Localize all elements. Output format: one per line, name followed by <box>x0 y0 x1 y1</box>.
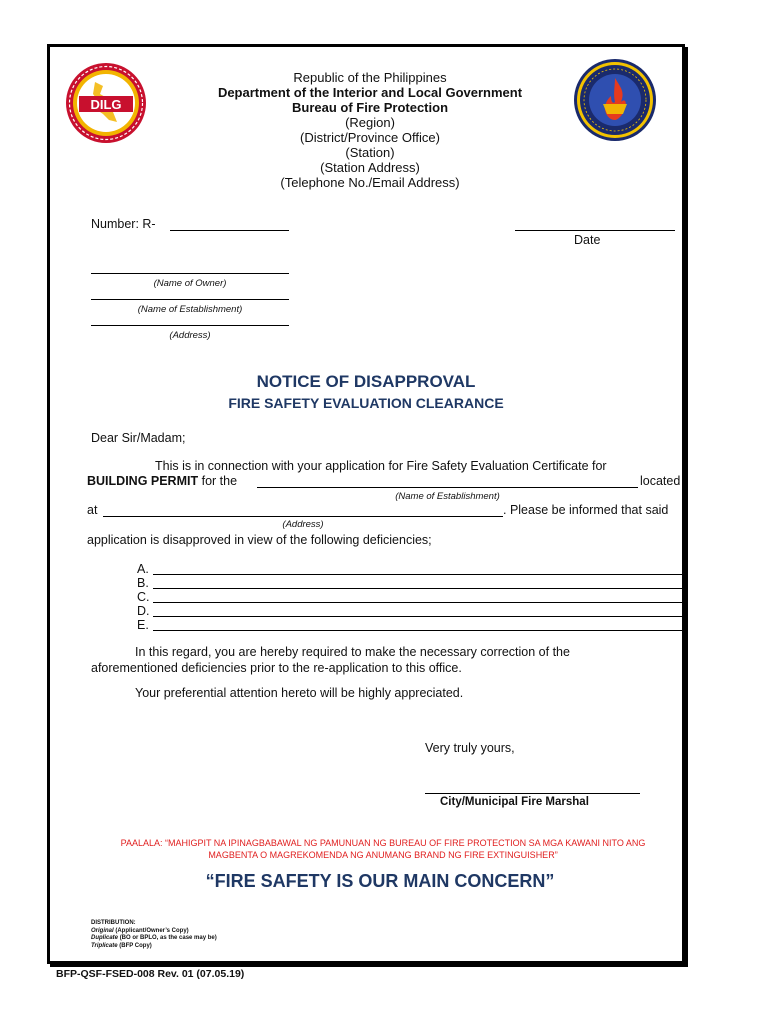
signature-line <box>425 793 640 794</box>
paragraph-1-line-4: application is disapproved in view of the following deficiencies; <box>87 533 432 547</box>
deficiency-b-line <box>153 588 684 589</box>
distribution-title: DISTRIBUTION: <box>91 920 136 926</box>
at-text: at <box>87 503 98 517</box>
header-block <box>160 70 580 190</box>
establishment-caption: (Name of Establishment) <box>137 304 243 315</box>
distribution-duplicate: Duplicate (BO or BPLO, as the case may be) <box>91 935 217 941</box>
paragraph-1-line-2 <box>87 474 237 488</box>
for-the-text: for the <box>201 474 238 488</box>
number-label: Number: R- <box>91 217 156 231</box>
paragraph-2-line-2: aforementioned deficiencies prior to the re-application to this office. <box>91 661 462 675</box>
border-shadow-right <box>685 47 688 967</box>
deficiency-d-label: D. <box>137 604 150 618</box>
closing: Very truly yours, <box>425 741 515 755</box>
please-informed-text: . Please be informed that said <box>503 503 669 517</box>
address-line <box>91 325 289 326</box>
deficiency-e-label: E. <box>137 618 149 632</box>
date-line <box>515 230 675 231</box>
distribution-block <box>91 920 217 950</box>
station-address-field: (Station Address) <box>320 160 420 175</box>
deficiency-e-line <box>153 630 684 631</box>
bureau-name: Bureau of Fire Protection <box>291 100 449 115</box>
deficiency-c-label: C. <box>137 590 150 604</box>
distribution-triplicate: Triplicate (BFP Copy) <box>91 942 152 949</box>
establishment-address-line <box>103 516 503 517</box>
deficiency-c-line <box>153 602 684 603</box>
form-code: BFP-QSF-FSED-008 Rev. 01 (07.05.19) <box>56 968 245 980</box>
deficiency-a-line <box>153 574 684 575</box>
border-shadow-bottom <box>50 964 688 967</box>
svg-text:DILG: DILG <box>90 97 122 112</box>
address-caption: (Address) <box>169 330 211 341</box>
salutation: Dear Sir/Madam; <box>91 431 186 445</box>
reminder-line-2: MAGBENTA O MAGREKOMENDA NG ANUMANG BRAND NG FIRE EXTINGUISHER” <box>208 850 558 860</box>
establishment-address-caption: (Address) <box>282 519 324 530</box>
district-field: (District/Province Office) <box>300 130 440 145</box>
number-line <box>170 230 289 231</box>
owner-line <box>91 273 289 274</box>
building-permit-text: BUILDING PERMIT <box>87 474 199 488</box>
reminder-block <box>50 837 716 861</box>
contact-field: (Telephone No./Email Address) <box>280 175 460 190</box>
motto: “FIRE SAFETY IS OUR MAIN CONCERN” <box>205 871 555 891</box>
deficiency-a-label: A. <box>137 562 149 576</box>
station-field: (Station) <box>345 145 395 160</box>
date-label: Date <box>574 233 601 247</box>
paragraph-3: Your preferential attention hereto will be highly appreciated. <box>135 686 464 700</box>
notice-title: NOTICE OF DISAPPROVAL <box>256 372 476 391</box>
dilg-logo <box>65 62 147 144</box>
distribution-original: Original (Applicant/Owner’s Copy) <box>91 927 189 934</box>
deficiency-b-label: B. <box>137 576 149 590</box>
establishment-name-line <box>257 487 638 488</box>
owner-caption: (Name of Owner) <box>153 278 227 289</box>
located-text: located <box>640 474 681 488</box>
country-name: Republic of the Philippines <box>293 70 447 85</box>
department-name: Department of the Interior and Local Government <box>217 85 523 100</box>
establishment-line <box>91 299 289 300</box>
paragraph-1-line-1: This is in connection with your application for Fire Safety Evaluation Certificate for <box>155 459 607 473</box>
bfp-logo <box>573 58 657 142</box>
deficiency-d-line <box>153 616 684 617</box>
establishment-name-caption: (Name of Establishment) <box>395 491 500 502</box>
region-field: (Region) <box>345 115 395 130</box>
paragraph-2-line-1: In this regard, you are hereby required to make the necessary correction of the <box>135 645 570 659</box>
signatory-title: City/Municipal Fire Marshal <box>440 796 589 808</box>
reminder-line-1: PAALALA: “MAHIGPIT NA IPINAGBABAWAL NG PAMUNUAN NG BUREAU OF FIRE PROTECTION SA MGA KAWANI NITO ANG <box>120 838 646 848</box>
notice-subtitle: FIRE SAFETY EVALUATION CLEARANCE <box>228 395 504 411</box>
